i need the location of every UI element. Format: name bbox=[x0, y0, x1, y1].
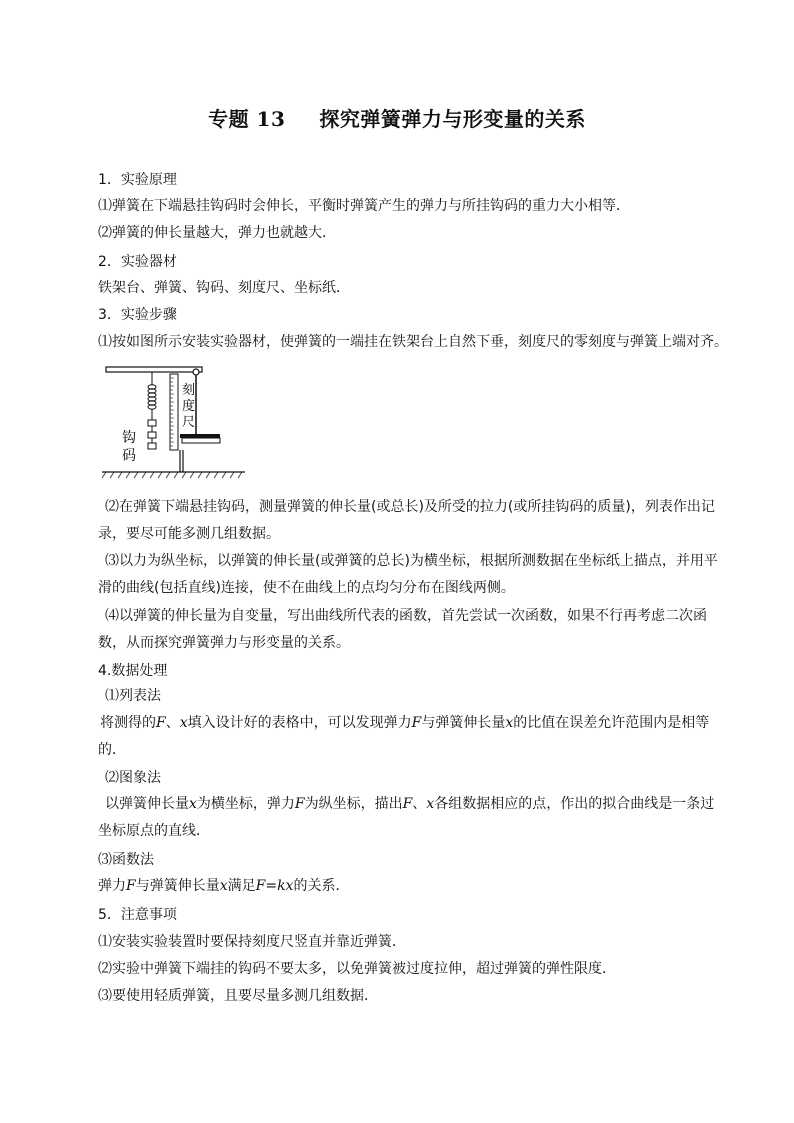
section-5-heading: 5．注意事项 bbox=[98, 907, 177, 923]
section-5-paragraph-1: ⑴安装实验装置时要保持刻度尺竖直并靠近弹簧． bbox=[98, 934, 406, 950]
section-3-heading: 3．实验步骤 bbox=[98, 307, 177, 323]
figure-label-weight-1: 钩 bbox=[122, 430, 136, 446]
figure-label-weight-2: 码 bbox=[122, 448, 136, 464]
figure-label-ruler-2: 度 bbox=[182, 399, 196, 414]
figure-label-ruler-1: 刻 bbox=[182, 383, 196, 398]
section-2-heading: 2．实验器材 bbox=[98, 254, 177, 270]
title-topic-name: 探究弹簧弹力与形变量的关系 bbox=[319, 107, 586, 131]
section-3-paragraph-4: ⑷以弹簧的伸长量为自变量，写出曲线所代表的函数，首先尝试一次函数，如果不行再考虑二次函数，从而探究弹簧弹力与形变量的关系。 bbox=[98, 608, 707, 651]
section-3-paragraph-2: ⑵在弹簧下端悬挂钩码，测量弹簧的伸长量(或总长)及所受的拉力(或所挂钩码的质量)，列表作出记录，要尽可能多测几组数据。 bbox=[98, 499, 715, 542]
figure-label-ruler-3: 尺 bbox=[182, 415, 196, 430]
method-3-title: ⑶函数法 bbox=[98, 852, 154, 868]
method-1-text: 将测得的F、x填入设计好的表格中，可以发现弹力F与弹簧伸长量x的比值在误差允许范围内是相等的． bbox=[98, 715, 710, 758]
section-3-paragraph-3: ⑶以力为纵坐标，以弹簧的伸长量(或弹簧的总长)为横坐标，根据所测数据在坐标纸上描点，并用平滑的曲线(包括直线)连接，使不在曲线上的点均匀分布在图线两侧。 bbox=[98, 553, 718, 596]
section-1-heading: 1．实验原理 bbox=[98, 172, 177, 188]
method-2-title: ⑵图象法 bbox=[105, 770, 161, 786]
section-4-heading: 4.数据处理 bbox=[98, 663, 168, 679]
section-5-paragraph-2: ⑵实验中弹簧下端挂的钩码不要太多，以免弹簧被过度拉伸，超过弹簧的弹性限度． bbox=[98, 961, 616, 977]
method-3-text: 弹力F与弹簧伸长量x满足F=kx的关系． bbox=[98, 878, 350, 894]
section-5-paragraph-3: ⑶要使用轻质弹簧，且要尽量多测几组数据． bbox=[98, 988, 378, 1004]
method-1-title: ⑴列表法 bbox=[105, 688, 161, 704]
section-3-paragraph-1: ⑴按如图所示安装实验器材，使弹簧的一端挂在铁架台上自然下垂，刻度尺的零刻度与弹簧上端对齐。 bbox=[98, 334, 728, 350]
section-1-paragraph-2: ⑵弹簧的伸长量越大，弹力也就越大． bbox=[98, 225, 336, 241]
page-title bbox=[0, 103, 794, 132]
apparatus-figure bbox=[100, 360, 250, 485]
section-2-paragraph-1: 铁架台、弹簧、钩码、刻度尺、坐标纸． bbox=[98, 280, 350, 296]
section-1-paragraph-1: ⑴弹簧在下端悬挂钩码时会伸长，平衡时弹簧产生的弹力与所挂钩码的重力大小相等． bbox=[98, 198, 630, 214]
title-topic-number: 专题 13 bbox=[208, 107, 286, 131]
method-2-text: 以弹簧伸长量x为横坐标，弹力F为纵坐标，描出F、x各组数据相应的点，作出的拟合曲线是一条过坐标原点的直线． bbox=[98, 796, 715, 839]
